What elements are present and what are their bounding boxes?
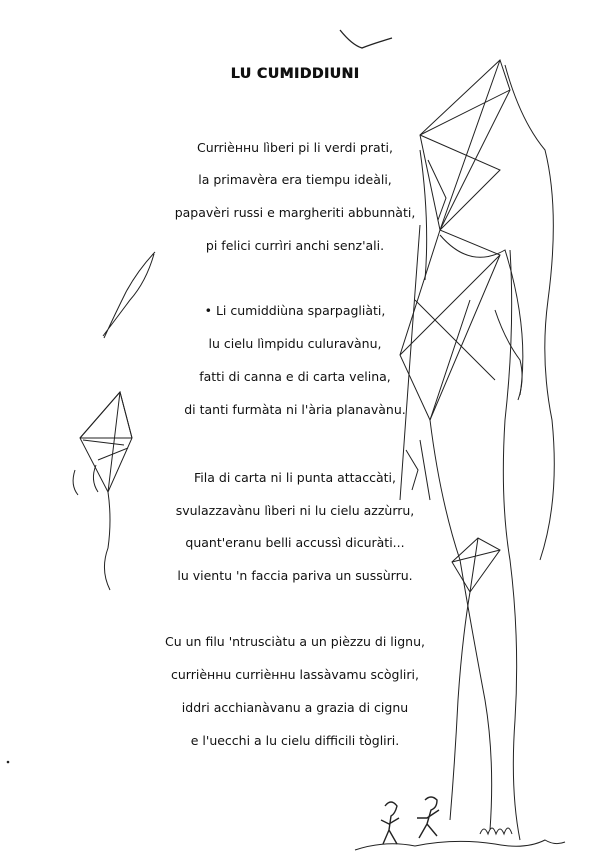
verse-line: e l'uecchi a lu cielu difficili tògliri.: [190, 733, 400, 748]
verse-line: lu vientu 'n faccia pariva un sussùrru.: [177, 568, 413, 583]
verse-line: Fila di carta ni li punta attaccàti,: [194, 470, 396, 485]
verse-line: papavèri russi e margheriti abbunnàti,: [174, 205, 416, 220]
verse-line: iddri acchianàvanu a grazia di cignu: [181, 700, 409, 715]
verse-line: Currièннu lìberi pi li verdi prati,: [196, 140, 394, 155]
verse-line: fatti di canna e di carta velina,: [199, 369, 391, 384]
verse-line: quant'eranu belli accussì dicuràti...: [185, 535, 405, 550]
verse-line: Cu un filu 'ntrusciàtu a un pièzzu di lignu,: [165, 634, 425, 649]
verse-line: lu cielu lìmpidu culuravànu,: [208, 336, 382, 351]
verse-line: • Li cumiddiùna sparpagliàti,: [204, 303, 386, 318]
verse-line: la primavèra era tiempu ideàli,: [198, 172, 392, 187]
poem-title: LU CUMIDDIUNI: [230, 66, 360, 82]
verse-line: svulazzavànu lìberi ni lu cielu azzùrru,: [175, 503, 415, 518]
verse-line: currièннu currièннu lassàvamu scògliri,: [171, 667, 419, 682]
verse-line: pi felici currìri anchi senz'ali.: [205, 238, 385, 253]
verse-line: di tanti furmàta ni l'ària planavànu.: [184, 402, 406, 417]
